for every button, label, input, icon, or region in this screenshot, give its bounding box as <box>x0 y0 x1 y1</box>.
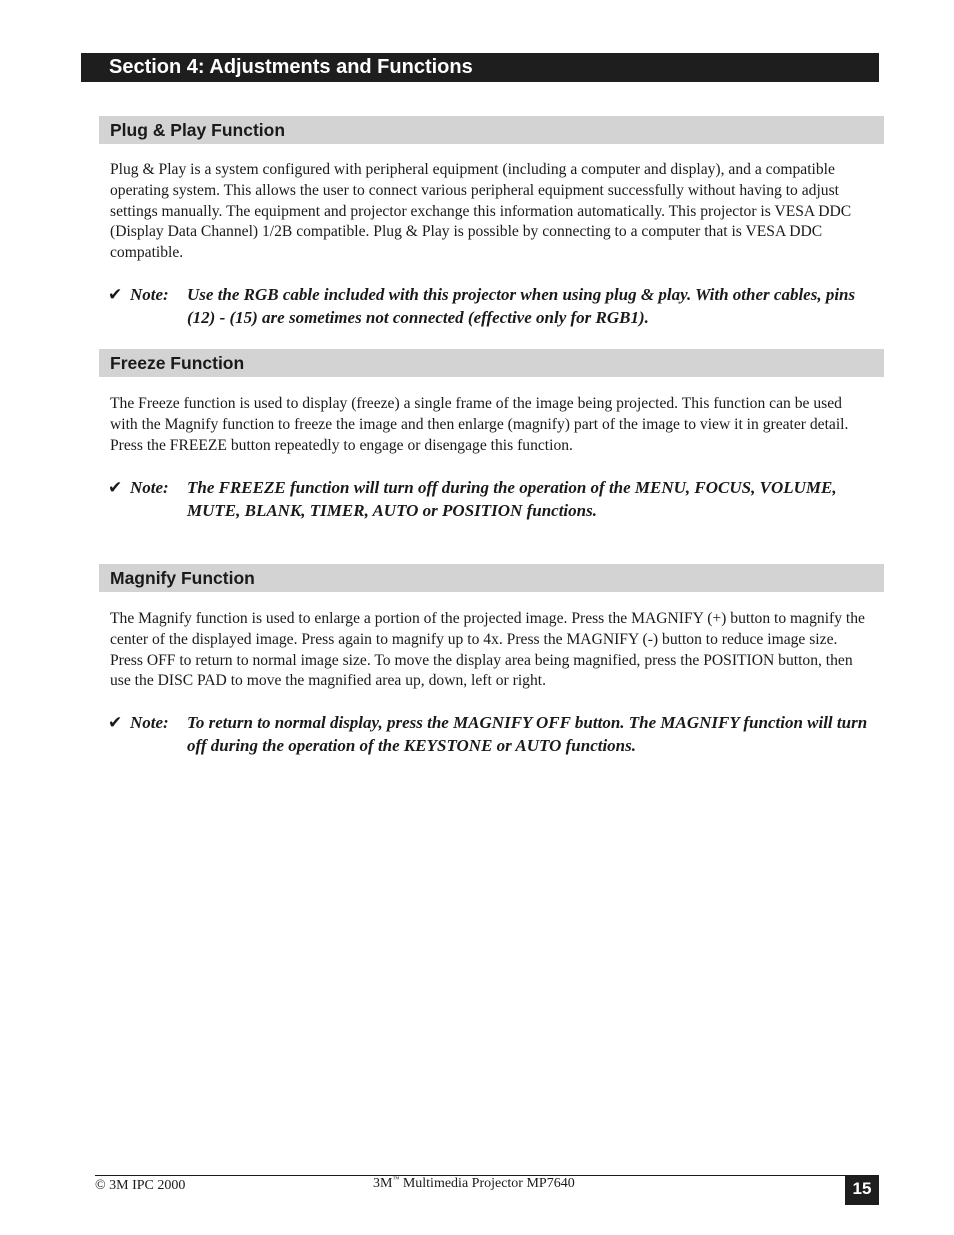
freeze-note <box>108 477 878 522</box>
magnify-body: The Magnify function is used to enlarge a portion of the projected image. Press the MAGNIFY (+) button to magnify the center of the displayed image. Press again to magnify up to 4x. Press the MAGNIFY (-) button to reduce image size. Press OFF to return to normal image size. To move the display area being magnified, press the POSITION button, then use the DISC PAD to move the magnified area up, down, left or right. <box>110 610 865 690</box>
checkmark-icon: ✔ <box>108 478 123 498</box>
note-label: Note: <box>130 285 169 304</box>
freeze-heading: Freeze Function <box>99 349 884 377</box>
footer-copyright: © 3M IPC 2000 <box>95 1178 186 1193</box>
magnify-note <box>108 712 878 757</box>
note-label: Note: <box>130 478 169 497</box>
magnify-heading: Magnify Function <box>99 564 884 592</box>
note-text: The FREEZE function will turn off during the operation of the MENU, FOCUS, VOLUME, MUTE, BLANK, TIMER, AUTO or POSITION functions. <box>187 478 837 520</box>
plug-play-body: Plug & Play is a system configured with peripheral equipment (including a computer and display), and a compatible operating system. This allows the user to connect various peripheral equipment successfully without having to adjust settings manually. The equipment and projector exchange this information automatically. This projector is VESA DDC (Display Data Channel) 1/2B compatible. Plug & Play is possible by connecting to a computer that is VESA DDC compatible. <box>110 161 852 262</box>
checkmark-icon: ✔ <box>108 285 123 305</box>
freeze-body: The Freeze function is used to display (freeze) a single frame of the image being projected. This function can be used with the Magnify function to freeze the image and then enlarge (magnify) part of the image to view it in greater detail. Press the FREEZE button repeatedly to engage or disengage this function. <box>110 395 849 454</box>
plug-play-heading: Plug & Play Function <box>99 116 884 144</box>
product-brand: 3M <box>373 1176 393 1191</box>
plug-play-note <box>108 284 878 329</box>
footer-product <box>373 1176 575 1192</box>
page-number: 15 <box>845 1176 879 1205</box>
note-label: Note: <box>130 713 169 732</box>
note-text: Use the RGB cable included with this projector when using plug & play. With other cables, pins (12) - (15) are sometimes not connected (effective only for RGB1). <box>187 285 856 327</box>
note-text: To return to normal display, press the MAGNIFY OFF button. The MAGNIFY function will turn off during the operation of the KEYSTONE or AUTO functions. <box>187 713 868 755</box>
product-name: Multimedia Projector MP7640 <box>399 1176 575 1191</box>
section-title: Section 4: Adjustments and Functions <box>81 53 879 82</box>
trademark-mark: ™ <box>392 1175 400 1183</box>
checkmark-icon: ✔ <box>108 713 123 733</box>
